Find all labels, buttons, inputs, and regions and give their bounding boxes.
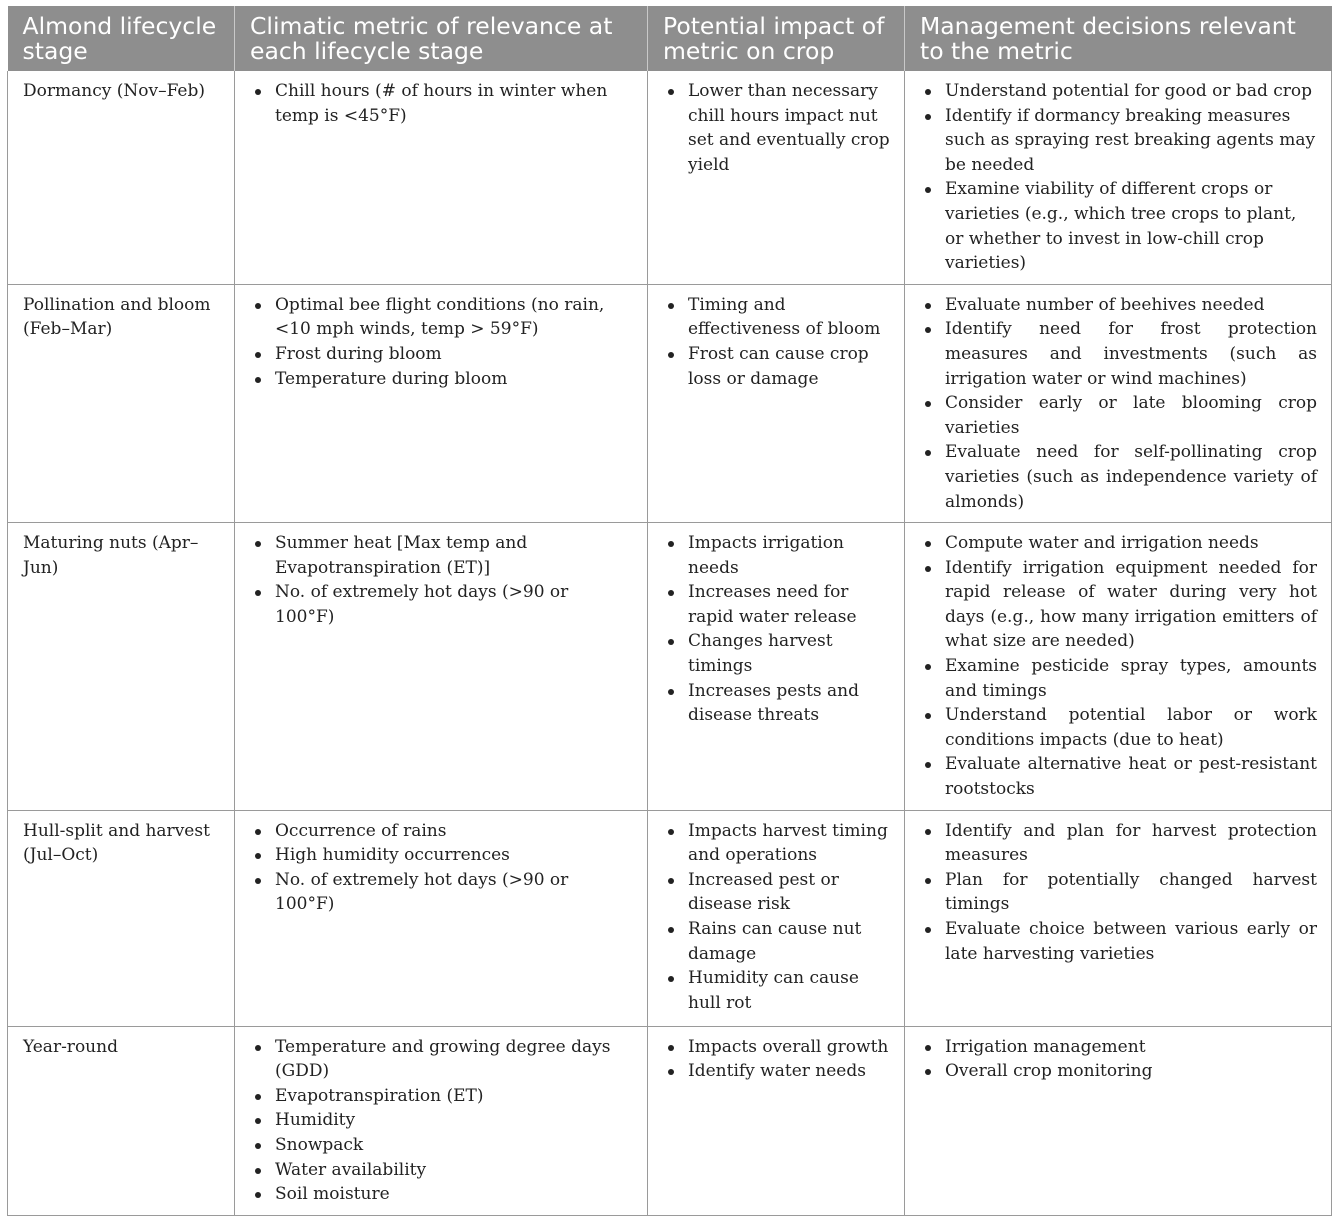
header-impact: Potential impact of metric on crop xyxy=(648,6,905,71)
list-item: Lower than necessary chill hours impact nut set and eventually crop yield xyxy=(663,79,890,177)
list-item: Evaluate choice between various early or late harvesting varieties xyxy=(920,917,1317,966)
list-item: Plan for potentially changed harvest timings xyxy=(920,868,1317,917)
list-item: Snowpack xyxy=(250,1133,633,1158)
list-item: Identify irrigation equipment needed for rapid release of water during very hot days (e.g., how many irrigation emitters of what size are needed) xyxy=(920,556,1317,654)
impacts-cell xyxy=(648,1026,905,1215)
list-item: Timing and effectiveness of bloom xyxy=(663,293,890,342)
list-item: Summer heat [Max temp and Evapotranspiration (ET)] xyxy=(250,531,633,580)
metrics-cell xyxy=(235,523,648,811)
list-item: Examine pesticide spray types, amounts and timings xyxy=(920,654,1317,703)
list-item: Identify need for frost protection measures and investments (such as irrigation water or wind machines) xyxy=(920,317,1317,391)
list-item: Increases need for rapid water release xyxy=(663,580,890,629)
stage-cell: Maturing nuts (Apr–Jun) xyxy=(8,523,235,811)
impacts-cell xyxy=(648,284,905,522)
impacts-cell xyxy=(648,810,905,1026)
list-item: Soil moisture xyxy=(250,1182,633,1207)
metrics-cell xyxy=(235,71,648,284)
list-item: Understand potential for good or bad crop xyxy=(920,79,1317,104)
list-item: Rains can cause nut damage xyxy=(663,917,890,966)
list-item: Temperature during bloom xyxy=(250,367,633,392)
list-item: Chill hours (# of hours in winter when temp is <45°F) xyxy=(250,79,633,128)
table-row xyxy=(8,523,1332,811)
table-row xyxy=(8,810,1332,1026)
decisions-cell xyxy=(905,523,1332,811)
decisions-cell xyxy=(905,810,1332,1026)
impacts-cell xyxy=(648,71,905,284)
metrics-cell xyxy=(235,810,648,1026)
header-metric: Climatic metric of relevance at each lifecycle stage xyxy=(235,6,648,71)
list-item: Evaluate alternative heat or pest-resistant rootstocks xyxy=(920,752,1317,801)
decisions-cell xyxy=(905,71,1332,284)
list-item: Consider early or late blooming crop varieties xyxy=(920,391,1317,440)
list-item: Impacts irrigation needs xyxy=(663,531,890,580)
list-item: High humidity occurrences xyxy=(250,843,633,868)
list-item: Changes harvest timings xyxy=(663,629,890,678)
list-item: Impacts overall growth xyxy=(663,1035,890,1060)
list-item: Overall crop monitoring xyxy=(920,1059,1317,1084)
decisions-cell xyxy=(905,1026,1332,1215)
list-item: No. of extremely hot days (>90 or 100°F) xyxy=(250,868,633,917)
list-item: Humidity xyxy=(250,1108,633,1133)
stage-cell: Hull-split and harvest (Jul–Oct) xyxy=(8,810,235,1026)
list-item: No. of extremely hot days (>90 or 100°F) xyxy=(250,580,633,629)
list-item: Irrigation management xyxy=(920,1035,1317,1060)
list-item: Occurrence of rains xyxy=(250,819,633,844)
list-item: Frost during bloom xyxy=(250,342,633,367)
impacts-cell xyxy=(648,523,905,811)
list-item: Temperature and growing degree days (GDD) xyxy=(250,1035,633,1084)
list-item: Identify water needs xyxy=(663,1059,890,1084)
list-item: Understand potential labor or work conditions impacts (due to heat) xyxy=(920,703,1317,752)
header-row xyxy=(8,6,1332,71)
stage-cell: Year-round xyxy=(8,1026,235,1215)
list-item: Optimal bee flight conditions (no rain, <10 mph winds, temp > 59°F) xyxy=(250,293,633,342)
decisions-cell xyxy=(905,284,1332,522)
list-item: Water availability xyxy=(250,1158,633,1183)
list-item: Frost can cause crop loss or damage xyxy=(663,342,890,391)
header-decisions: Management decisions relevant to the metric xyxy=(905,6,1332,71)
list-item: Increased pest or disease risk xyxy=(663,868,890,917)
list-item: Identify and plan for harvest protection measures xyxy=(920,819,1317,868)
table-row xyxy=(8,71,1332,284)
metrics-cell xyxy=(235,1026,648,1215)
list-item: Examine viability of different crops or varieties (e.g., which tree crops to plant, or whether to invest in low-chill crop varieties) xyxy=(920,177,1317,275)
list-item: Increases pests and disease threats xyxy=(663,679,890,728)
metrics-cell xyxy=(235,284,648,522)
list-item: Humidity can cause hull rot xyxy=(663,966,890,1015)
header-stage: Almond lifecycle stage xyxy=(8,6,235,71)
list-item: Compute water and irrigation needs xyxy=(920,531,1317,556)
list-item: Identify if dormancy breaking measures such as spraying rest breaking agents may be needed xyxy=(920,104,1317,178)
table-row xyxy=(8,284,1332,522)
table-row xyxy=(8,1026,1332,1215)
stage-cell: Pollination and bloom (Feb–Mar) xyxy=(8,284,235,522)
list-item: Evaluate number of beehives needed xyxy=(920,293,1317,318)
almond-climate-table xyxy=(7,6,1332,1216)
stage-cell: Dormancy (Nov–Feb) xyxy=(8,71,235,284)
list-item: Evaluate need for self-pollinating crop varieties (such as independence variety of almonds) xyxy=(920,440,1317,514)
list-item: Impacts harvest timing and operations xyxy=(663,819,890,868)
list-item: Evapotranspiration (ET) xyxy=(250,1084,633,1109)
